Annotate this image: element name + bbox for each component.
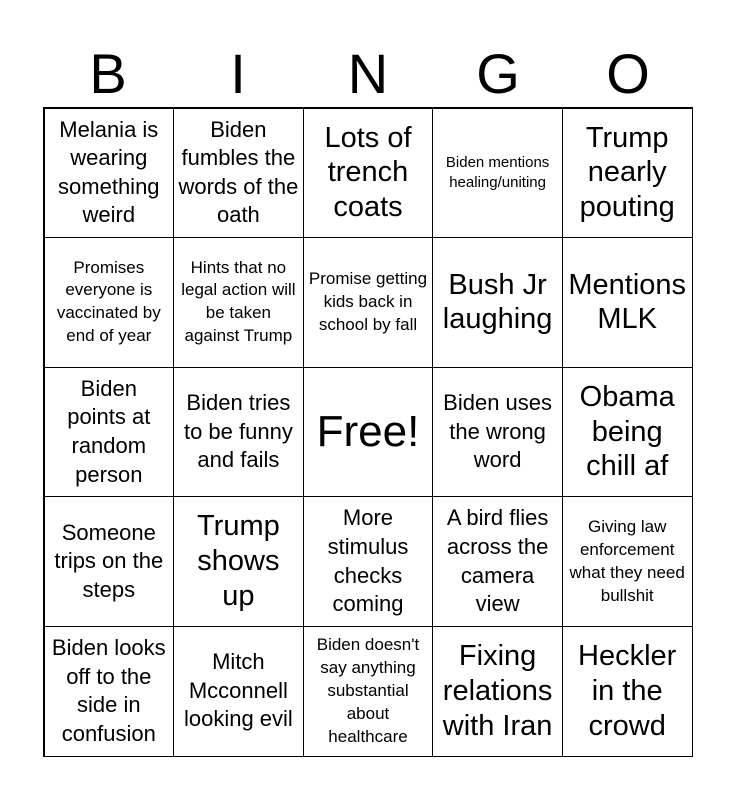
cell-text: Biden uses the wrong word	[443, 390, 553, 473]
header-letter-n: N	[347, 42, 389, 105]
cell-text: Biden fumbles the words of the oath	[178, 116, 299, 228]
bingo-cell[interactable]	[562, 496, 693, 627]
bingo-cell[interactable]	[303, 626, 434, 757]
cell-text: Trump nearly pouting	[579, 121, 675, 224]
bingo-cell[interactable]	[44, 237, 175, 368]
cell-text: Promises everyone is vaccinated by end of year	[56, 257, 161, 346]
bingo-cell[interactable]	[44, 496, 175, 627]
cell-text: Mitch Mcconnell looking evil	[183, 649, 293, 732]
bingo-cell[interactable]	[562, 367, 693, 498]
bingo-cell[interactable]	[44, 108, 175, 239]
cell-text: A bird flies across the camera view	[446, 505, 549, 617]
cell-text: Someone trips on the steps	[54, 519, 164, 602]
bingo-cell[interactable]	[562, 626, 693, 757]
bingo-cell[interactable]	[303, 237, 434, 368]
header-letter-b: B	[89, 42, 127, 105]
cell-text: Biden looks off to the side in confusion	[51, 635, 166, 746]
bingo-cell[interactable]	[432, 367, 563, 498]
bingo-cell[interactable]	[303, 496, 434, 627]
header-letter-i: I	[230, 42, 246, 105]
header-letter-g: G	[476, 42, 520, 105]
bingo-cell[interactable]	[173, 237, 304, 368]
cell-text: Mentions MLK	[568, 268, 687, 336]
bingo-cell[interactable]	[432, 626, 563, 757]
bingo-cell[interactable]	[432, 108, 563, 239]
cell-text: Biden tries to be funny and fails	[183, 390, 293, 473]
bingo-cell[interactable]	[44, 367, 175, 498]
cell-text: Hints that no legal action will be taken against Trump	[181, 257, 296, 346]
bingo-header	[43, 40, 693, 108]
bingo-cell[interactable]	[432, 496, 563, 627]
cell-text: Bush Jr laughing	[442, 268, 553, 336]
cell-text: Lots of trench coats	[324, 121, 412, 224]
free-space-text: Free!	[316, 406, 420, 456]
cell-text: Fixing relations with Iran	[442, 640, 553, 742]
cell-text: Giving law enforcement what they need bullshit	[569, 516, 685, 605]
cell-text: Biden doesn't say anything substantial about healthcare	[316, 634, 420, 746]
bingo-cell[interactable]	[432, 237, 563, 368]
cell-text: Promise getting kids back in school by fall	[308, 268, 428, 334]
cell-text: Trump shows up	[197, 510, 280, 612]
cell-text: Obama being chill af	[579, 380, 675, 483]
bingo-cell[interactable]	[562, 108, 693, 239]
bingo-grid	[43, 107, 693, 757]
cell-text: Heckler in the crowd	[578, 640, 677, 742]
bingo-cell[interactable]	[44, 626, 175, 757]
cell-text: Melania is wearing something weird	[58, 116, 160, 228]
cell-text: More stimulus checks coming	[327, 505, 409, 617]
bingo-cell[interactable]	[173, 367, 304, 498]
bingo-cell[interactable]	[173, 626, 304, 757]
bingo-cell[interactable]	[562, 237, 693, 368]
header-letter-o: O	[606, 42, 650, 105]
cell-text: Biden mentions healing/uniting	[445, 153, 550, 191]
bingo-cell[interactable]	[173, 496, 304, 627]
bingo-cell[interactable]	[173, 108, 304, 239]
free-space-cell[interactable]	[303, 367, 434, 498]
bingo-cell[interactable]	[303, 108, 434, 239]
cell-text: Biden points at random person	[67, 375, 151, 487]
